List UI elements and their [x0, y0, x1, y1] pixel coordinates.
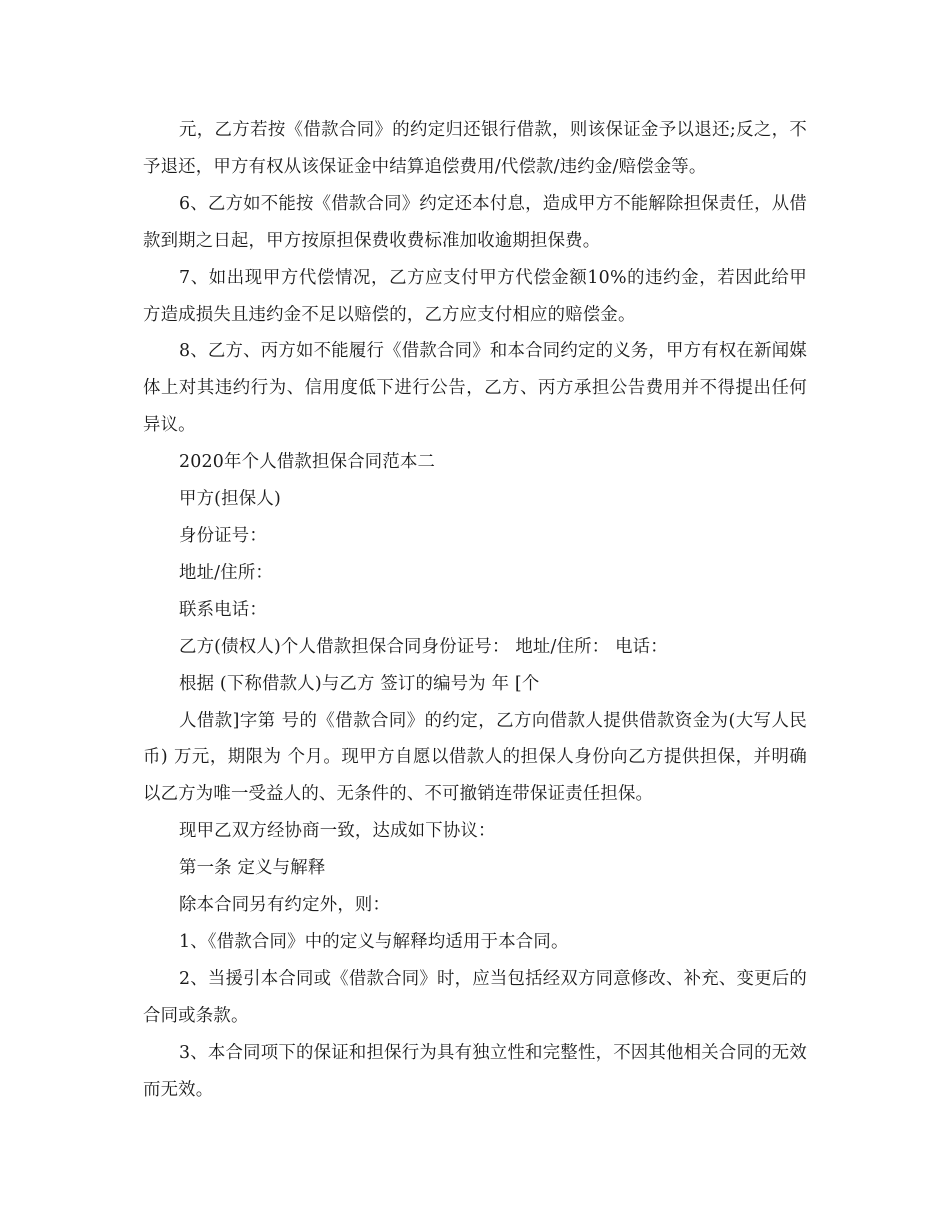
paragraph-clause-8: 8、乙方、丙方如不能履行《借款合同》和本合同约定的义务，甲方有权在新闻媒体上对其违约行为、信用度低下进行公告，乙方、丙方承担公告费用并不得提出任何异议。 [143, 341, 807, 436]
address-label: 地址/住所： [179, 562, 274, 583]
paragraph-item-2: 2、当援引本合同或《借款合同》时，应当包括经双方同意修改、补充、变更后的合同或条款。 [143, 968, 807, 1026]
paragraph-clause-6: 6、乙方如不能按《借款合同》约定还本付息，造成甲方不能解除担保责任，从借款到期之日起，甲方按原担保费收费标准加收逾期担保费。 [143, 193, 807, 251]
paragraph-basis: 根据 (下称借款人)与乙方 签订的编号为 年 [个 [179, 673, 540, 694]
section-title: 2020年个人借款担保合同范本二 [179, 452, 436, 473]
party-a-label: 甲方(担保人) [179, 489, 281, 510]
paragraph-agreement: 现甲乙双方经协商一致，达成如下协议： [179, 821, 496, 842]
article-1-heading: 第一条 定义与解释 [179, 858, 326, 879]
paragraph-item-3: 3、本合同项下的保证和担保行为具有独立性和完整性，不因其他相关合同的无效而无效。 [143, 1042, 807, 1100]
paragraph-loan-terms: 人借款]字第 号的《借款合同》的约定，乙方向借款人提供借款资金为(大写人民币) 万元，期限为 个月。现甲方自愿以借款人的担保人身份向乙方提供担保，并明确以乙方为唯一受益人的、无条件的、不可撤销连带保证责任担保。 [143, 710, 807, 805]
paragraph-clause-7: 7、如出现甲方代偿情况，乙方应支付甲方代偿金额10%的违约金，若因此给甲方造成损失且违约金不足以赔偿的，乙方应支付相应的赔偿金。 [143, 267, 807, 325]
paragraph-deposit-refund: 元，乙方若按《借款合同》的约定归还银行借款，则该保证金予以退还;反之，不予退还，甲方有权从该保证金中结算追偿费用/代偿款/违约金/赔偿金等。 [143, 120, 807, 177]
id-number-label: 身份证号： [179, 525, 267, 546]
phone-label: 联系电话： [179, 599, 267, 620]
paragraph-item-1: 1、《借款合同》中的定义与解释均适用于本合同。 [179, 931, 569, 952]
party-b-line: 乙方(债权人)个人借款担保合同身份证号： 地址/住所： 电话： [179, 636, 668, 657]
document-body [143, 112, 807, 1108]
paragraph-exceptions: 除本合同另有约定外，则： [179, 895, 391, 916]
